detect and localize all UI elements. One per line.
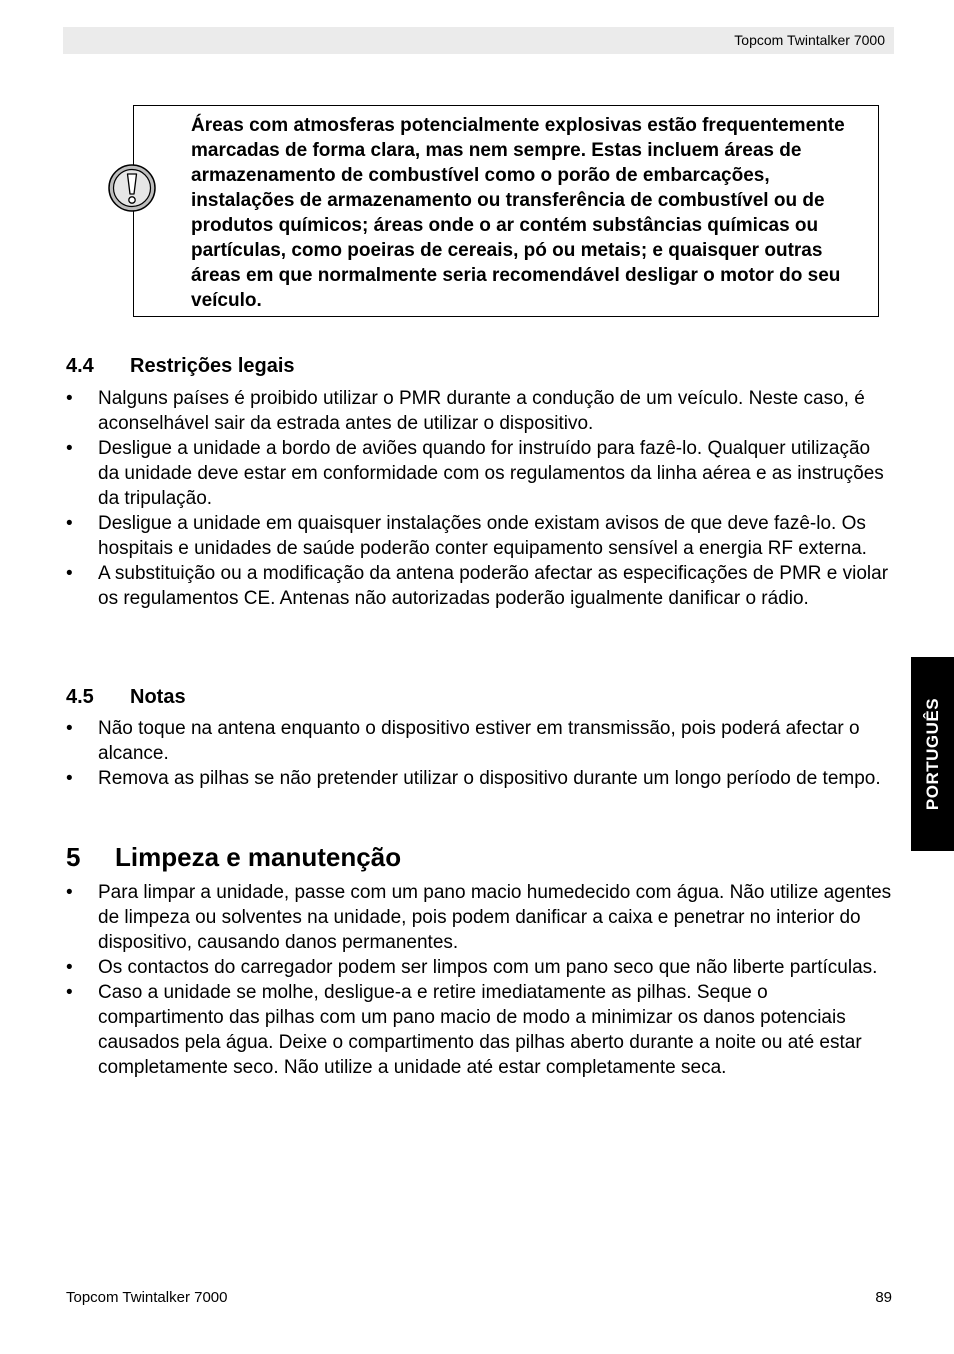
bullet-list-4-5 xyxy=(66,716,896,791)
page-header xyxy=(63,27,894,54)
list-item: • Nalguns países é proibido utilizar o PMR durante a condução de um veículo. Neste caso, é aconselhável sair da estrada antes de utilizar o dispositivo. xyxy=(66,388,865,434)
bullet-icon: • xyxy=(66,957,73,978)
chapter-number: 5 xyxy=(66,842,81,872)
list-item: • Caso a unidade se molhe, desligue-a e retire imediatamente as pilhas. Seque o compartimento das pilhas com um pano macio de modo a minimizar os danos potenciais causados pela água. Deixe o compartimento das pilhas aberto durante a noite ou até estar completamente seco. Não utilize a unidade até estar completamente seca. xyxy=(66,982,862,1078)
bullet-icon: • xyxy=(66,982,73,1003)
bullet-icon: • xyxy=(66,438,73,459)
list-item: • Não toque na antena enquanto o dispositivo estiver em transmissão, pois poderá afectar o alcance. xyxy=(66,718,860,764)
bullet-icon: • xyxy=(66,513,73,534)
section-heading-4-4 xyxy=(66,355,295,378)
list-item: • Remova as pilhas se não pretender utilizar o dispositivo durante um longo período de tempo. xyxy=(66,768,881,789)
list-item: • Para limpar a unidade, passe com um pano macio humedecido com água. Não utilize agentes de limpeza ou solventes na unidade, pois podem danificar a caixa e penetrar no interior do dispositivo, causando danos permanentes. xyxy=(66,882,892,953)
bullet-icon: • xyxy=(66,768,73,789)
bullet-icon: • xyxy=(66,882,73,903)
bullet-icon: • xyxy=(66,388,73,409)
chapter-title: Limpeza e manutenção xyxy=(115,842,402,872)
list-item: • Desligue a unidade em quaisquer instalações onde existam avisos de que deve fazê-lo. Os hospitais e unidades de saúde poderão conter equipamento sensível a energia RF externa. xyxy=(66,513,867,559)
exclamation-warning-icon xyxy=(107,163,157,213)
list-item: • A substituição ou a modificação da antena poderão afectar as especificações de PMR e violar os regulamentos CE. Antenas não autorizadas poderão igualmente danificar o rádio. xyxy=(66,563,889,609)
chapter-heading-5 xyxy=(66,842,401,873)
list-item: • Desligue a unidade a bordo de aviões quando for instruído para fazê-lo. Qualquer utilização da unidade deve estar em conformidade com os regulamentos da linha aérea e as instruções da tripulação. xyxy=(66,438,884,509)
language-label: PORTUGUÊS xyxy=(922,697,942,811)
section-number: 4.4 xyxy=(66,355,94,377)
section-heading-4-5 xyxy=(66,686,186,709)
bullet-list-4-4 xyxy=(66,386,896,611)
bullet-icon: • xyxy=(66,563,73,584)
bullet-list-5 xyxy=(66,880,896,1080)
list-item: • Os contactos do carregador podem ser limpos com um pano seco que não liberte partículas. xyxy=(66,957,878,978)
header-title: Topcom Twintalker 7000 xyxy=(734,32,885,48)
page-number: 89 xyxy=(875,1289,892,1306)
section-title: Restrições legais xyxy=(130,355,295,377)
bullet-icon: • xyxy=(66,718,73,739)
footer-title: Topcom Twintalker 7000 xyxy=(66,1289,228,1306)
warning-text: Áreas com atmosferas potencialmente explosivas estão frequentemente marcadas de forma clara, mas nem sempre. Estas incluem áreas de armazenamento de combustível como o porão de embarcações, instalações de armazenamento ou transferência de combustível ou de produtos químicos; áreas onde o ar contém substâncias químicas ou partículas, como poeiras de cereais, pó ou metais; e quaisquer outras áreas em que normalmente seria recomendável desligar o motor do seu veículo. xyxy=(191,115,845,311)
section-title: Notas xyxy=(130,686,186,708)
language-side-tab xyxy=(911,657,954,851)
section-number: 4.5 xyxy=(66,686,94,708)
